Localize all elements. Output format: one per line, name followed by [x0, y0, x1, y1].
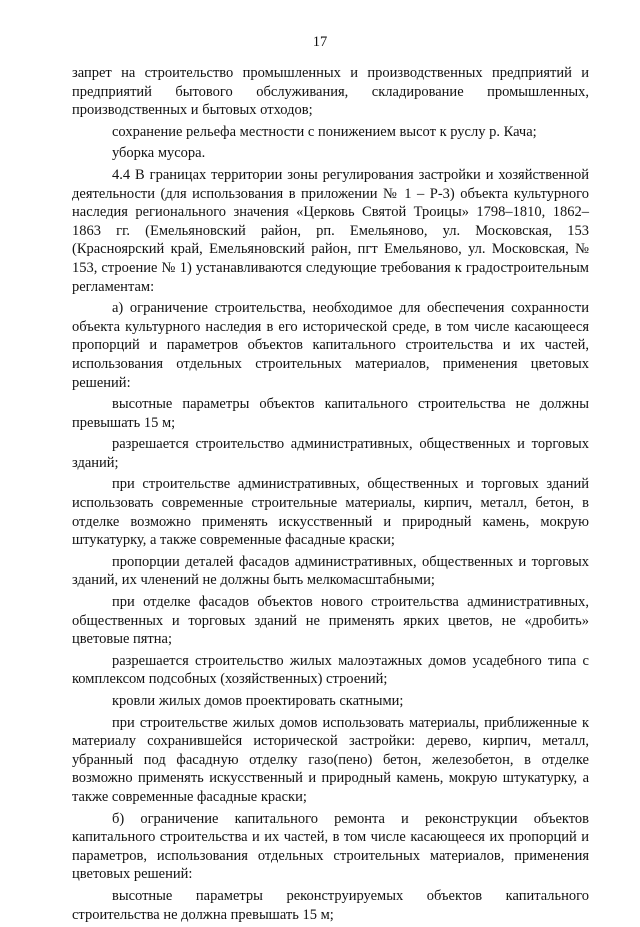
paragraph: высотные параметры объектов капитального строительства не должны превышать 15 м; [72, 396, 589, 431]
paragraph: 4.4 В границах территории зоны регулирования застройки и хозяйственной деятельности (для использования в приложении № 1 – Р-3) объекта культурного наследия регионального значения «Церковь Святой Троицы» 1798–1810, 1862–1863 гг. (Емельяновский район, рп. Емельяново, ул. Московская, 153 (Красноярский край, Емельяновский район, пгт Емельяново, ул. Московская, № 153, строение № 1) устанавливаются следующие требования к градостроительным регламентам: [72, 166, 589, 295]
paragraph: а) ограничение строительства, необходимое для обеспечения сохранности объекта культурного наследия в его исторической среде, в том числе касающееся пропорций и параметров объектов капитального строительства и их частей, использования отдельных строительных материалов, применения цветовых решений: [72, 300, 589, 391]
paragraph: при строительстве жилых домов использовать материалы, приближенные к материалу сохранившейся исторической застройки: дерево, кирпич, металл, убранный под фасадную отделку газо(пено) бетон, железобетон, в отделке возможно применять искусственный и природный камень, мокрую штукатурку, а также современные фасадные краски; [72, 714, 589, 805]
paragraph: разрешается строительство жилых малоэтажных домов усадебного типа с комплексом подсобных (хозяйственных) строений; [72, 652, 589, 688]
paragraph: разрешается строительство административных, общественных и торговых зданий; [72, 436, 589, 471]
paragraph: кровли жилых домов проектировать скатными; [112, 693, 404, 709]
paragraph: при отделке фасадов объектов нового строительства административных, общественных и торговых зданий не применять ярких цветов, не «дробить» цветовые пятна; [72, 594, 589, 648]
paragraph: сохранение рельефа местности с понижением высот к руслу р. Кача; [112, 123, 537, 140]
page-number: 17 [312, 34, 328, 50]
paragraph: при строительстве административных, общественных и торговых зданий использовать современные строительные материалы, кирпич, металл, бетон, в отделке возможно применять искусственный и природный камень, мокрую штукатурку, а также современные фасадные краски; [72, 476, 589, 549]
paragraph: б) ограничение капитального ремонта и реконструкции объектов капитального строительства и их частей, в том числе касающееся их пропорций и параметров, использования отдельных строительных материалов, применения цветовых решений: [72, 810, 589, 883]
paragraph: уборка мусора. [112, 145, 206, 162]
paragraph: запрет на строительство промышленных и производственных предприятий и предприятий бытового обслуживания, складирование промышленных, производственных и бытовых отходов; [72, 65, 589, 119]
paragraph: пропорции деталей фасадов административных, общественных и торговых зданий, их членений не должны быть мелкомасштабными; [72, 553, 589, 589]
document-body [72, 64, 589, 927]
paragraph: высотные параметры реконструируемых объектов капитального строительства не должна превышать 15 м; [72, 887, 589, 923]
